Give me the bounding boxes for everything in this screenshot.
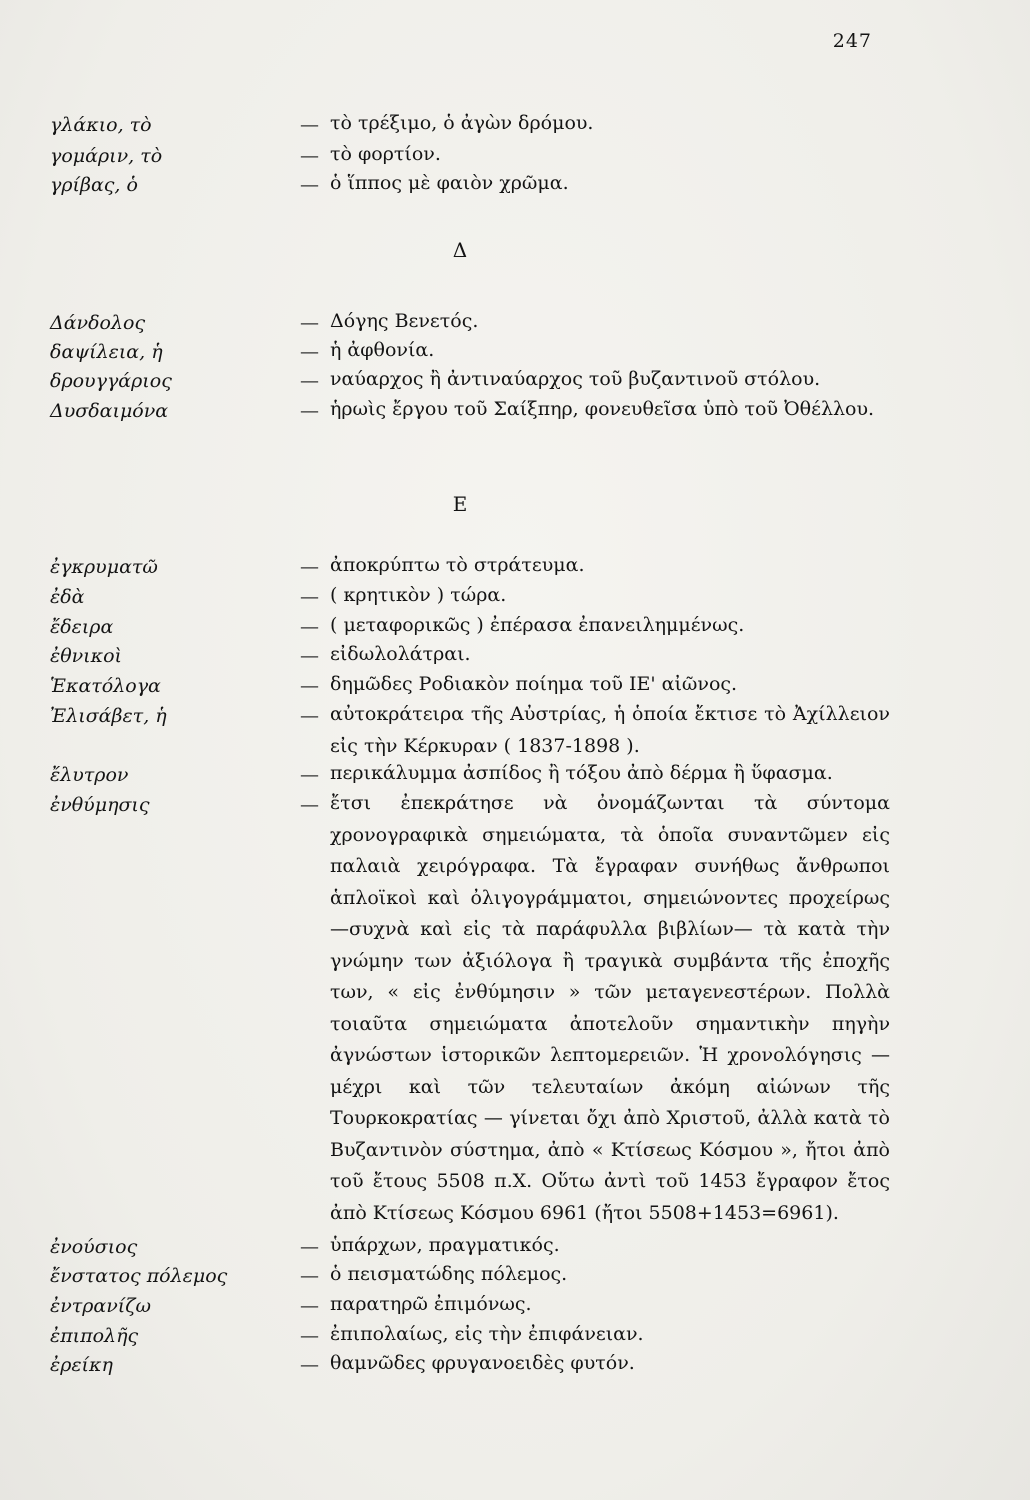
entry-term: ἐνούσιος [50, 1236, 138, 1258]
entry-dash: — [300, 1354, 319, 1376]
entry-term: ἐθνικοὶ [50, 645, 122, 667]
entry-term: γλάκιο, τὸ [50, 114, 152, 136]
entry-term: Ἑκατόλογα [50, 675, 161, 697]
entry-definition: εἰδωλολάτραι. [330, 643, 471, 665]
entry-term: Δάνδολος [50, 312, 146, 334]
entry-term: ἔδειρα [50, 616, 114, 638]
entry-term: ἔνστατος πόλεμος [50, 1265, 228, 1287]
entry-dash: — [300, 794, 319, 816]
entry-definition: ὁ ἵππος μὲ φαιὸν χρῶμα. [330, 172, 569, 194]
entry-definition: ναύαρχος ἢ ἀντιναύαρχος τοῦ βυζαντινοῦ στόλου. [330, 368, 821, 390]
entry-term: ἐντρανίζω [50, 1295, 152, 1317]
entry-dash: — [300, 616, 319, 638]
entry-dash: — [300, 645, 319, 667]
entry-dash: — [300, 675, 319, 697]
entry-dash: — [300, 586, 319, 608]
entry-term: ἐπιπολῆς [50, 1325, 139, 1347]
entry-term: Ἐλισάβετ, ἡ [50, 705, 167, 727]
entry-term: ἐνθύμησις [50, 794, 150, 816]
entry-definition: Δόγης Βενετός. [330, 310, 479, 332]
entry-term: δρουγγάριος [50, 370, 172, 392]
entry-dash: — [300, 400, 319, 422]
entry-term: γομάριν, τὸ [50, 145, 163, 167]
entry-definition: ἡ ἀφθονία. [330, 339, 435, 361]
section-letter: Δ [452, 238, 468, 262]
entry-dash: — [300, 312, 319, 334]
entry-definition: ( μεταφορικῶς ) ἐπέρασα ἐπανειλημμένως. [330, 614, 745, 636]
entry-term: Δυσδαιμόνα [50, 400, 169, 422]
entry-dash: — [300, 556, 319, 578]
entry-dash: — [300, 114, 319, 136]
entry-dash: — [300, 174, 319, 196]
entry-dash: — [300, 145, 319, 167]
entry-term: ἐρείκη [50, 1354, 113, 1376]
entry-term: ἐδὰ [50, 586, 85, 608]
entry-definition: ( κρητικὸν ) τώρα. [330, 584, 507, 606]
entry-definition: ἀποκρύπτω τὸ στράτευμα. [330, 554, 585, 576]
entry-dash: — [300, 1236, 319, 1258]
entry-definition: ἔτσι ἐπεκράτησε νὰ ὀνομάζωνται τὰ σύντομα χρονογραφικὰ σημειώματα, τὰ ὁποῖα συναντῶμεν εἰς παλαιὰ χειρόγραφα. Τὰ ἔγραφαν συνήθως ἄνθρωποι ἁπλοϊκοὶ καὶ ὀλιγογράμματοι, σημειώνοντες προχείρως —συχνὰ καὶ εἰς τὰ παράφυλλα βιβλίων— τὰ κατὰ τὴν γνώμην των ἀξιόλογα ἢ τραγικὰ συμβάντα τῆς ἐποχῆς των, « εἰς ἐνθύμησιν » τῶν μεταγενεστέρων. Πολλὰ τοιαῦτα σημειώματα ἀποτελοῦν σημαντικὴν πηγὴν ἀγνώστων ἱστορικῶν λεπτομερειῶν. Ἡ χρονολόγησις — μέχρι καὶ τῶν τελευταίων ἀκόμη αἰώνων τῆς Τουρκοκρατίας — γίνεται ὄχι ἀπὸ Χριστοῦ, ἀλλὰ κατὰ τὸ Βυζαντινὸν σύστημα, ἀπὸ « Κτίσεως Κόσμου », ἤτοι ἀπὸ τοῦ ἔτους 5508 π.Χ. Οὕτω ἀντὶ τοῦ 1453 ἔγραφον ἔτος ἀπὸ Κτίσεως Κόσμου 6961 (ἤτοι 5508+1453=6961). [330, 792, 890, 1224]
entry-definition: ὑπάρχων, πραγματικός. [330, 1234, 560, 1256]
entry-definition: ὁ πεισματώδης πόλεμος. [330, 1263, 568, 1285]
entry-dash: — [300, 1325, 319, 1347]
entry-dash: — [300, 341, 319, 363]
entry-dash: — [300, 764, 319, 786]
entry-definition: ἐπιπολαίως, εἰς τὴν ἐπιφάνειαν. [330, 1323, 644, 1345]
entry-definition: ἡρωὶς ἔργου τοῦ Σαίξπηρ, φονευθεῖσα ὑπὸ τοῦ Ὀθέλλου. [330, 398, 875, 420]
entry-definition: θαμνῶδες φρυγανοειδὲς φυτόν. [330, 1352, 635, 1374]
entry-definition: αὐτοκράτειρα τῆς Αὐστρίας, ἡ ὁποία ἔκτισε τὸ Ἀχίλλειον εἰς τὴν Κέρκυραν ( 1837-1898 ). [330, 703, 890, 757]
entry-dash: — [300, 370, 319, 392]
entry-dash: — [300, 1295, 319, 1317]
entry-definition: παρατηρῶ ἐπιμόνως. [330, 1293, 532, 1315]
entry-definition: περικάλυμμα ἀσπίδος ἢ τόξου ἀπὸ δέρμα ἢ ὕφασμα. [330, 762, 833, 784]
entry-term: ἔλυτρον [50, 764, 129, 786]
entry-term: ἐγκρυματῶ [50, 556, 158, 578]
entry-definition: δημῶδες Ροδιακὸν ποίημα τοῦ ΙΕ' αἰῶνος. [330, 673, 738, 695]
section-letter: Ε [452, 492, 468, 516]
entry-dash: — [300, 1265, 319, 1287]
entry-dash: — [300, 705, 319, 727]
entry-definition: τὸ τρέξιμο, ὁ ἀγὼν δρόμου. [330, 112, 594, 134]
entry-term: δαψίλεια, ἡ [50, 341, 163, 363]
page-number: 247 [832, 30, 872, 52]
entry-term: γρίβας, ὁ [50, 174, 138, 196]
entry-definition: τὸ φορτίον. [330, 143, 441, 165]
